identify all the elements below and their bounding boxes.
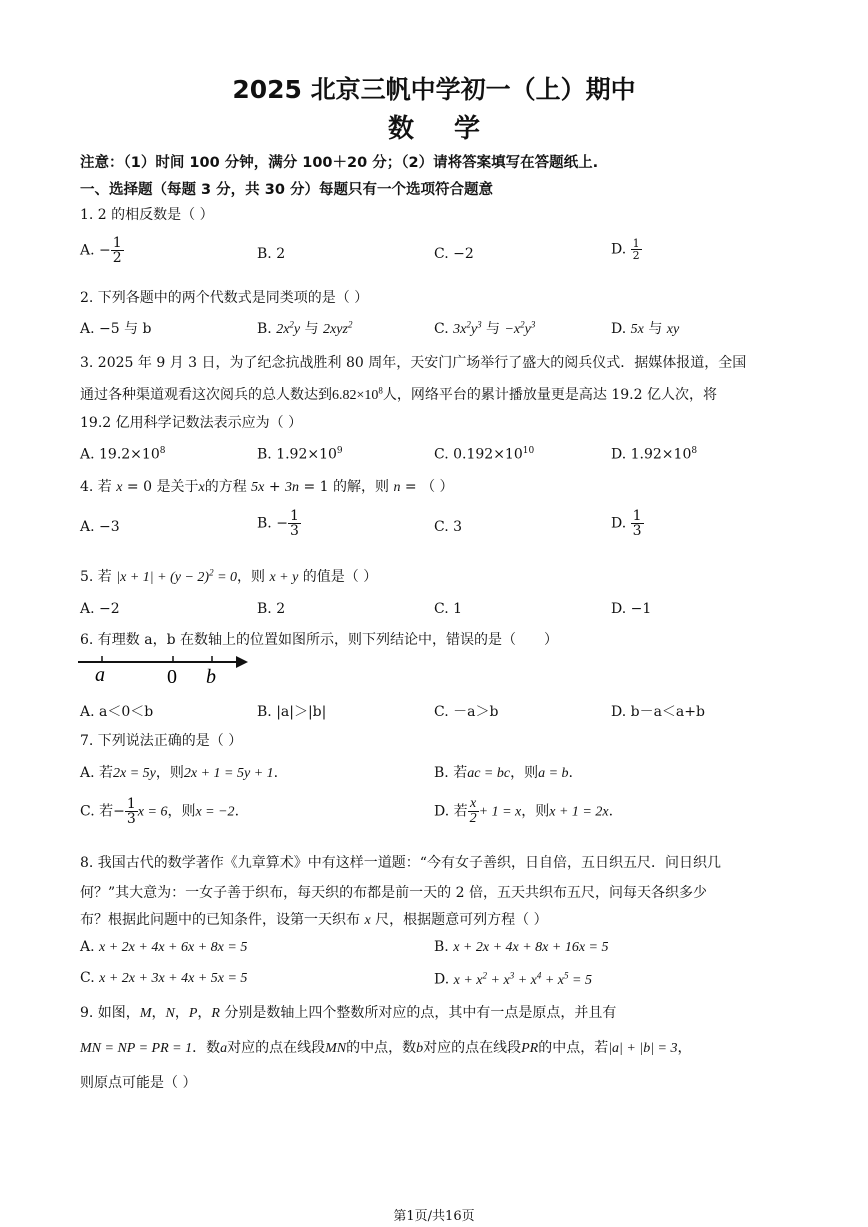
q1-option-d: D. $\frac{1}{2}$ [611, 237, 640, 262]
q5-option-d: D. −1 [611, 601, 652, 617]
q3-option-d: D. $1.92\times 10^8$ [611, 446, 698, 463]
q4-option-b: B. − $\frac{1}{3}$ [257, 508, 299, 539]
subject-title: 数学 [387, 114, 520, 144]
q1-option-c: C. −2 [434, 246, 474, 262]
q7-option-d: D. 若 $\frac{x}{2}$ + 1 = x，则x + 1 = 2x. [434, 796, 614, 826]
q2-option-c: C. $3x^2y^3$ 与 $-x^2y^3$ [434, 319, 536, 337]
q2-option-a: A. −5 与 b [80, 321, 152, 337]
q2-option-b: B. $2x^2y$ 与 2xyz$^2$ [257, 319, 353, 337]
q4-option-d: D. $\frac{1}{3}$ [611, 508, 642, 539]
page-footer: 第1页/共16页 [393, 1209, 475, 1224]
q1-option-a: A. − $\frac{1}{2}$ [80, 235, 122, 266]
q5-option-c: C. 1 [434, 601, 463, 617]
question-9-line-2: MN = NP = PR = 1．数a对应的点在线段MN的中点，数b对应的点在线段PR的中点，若|a| + |b| = 3， [80, 1040, 692, 1056]
question-9-line-1: 9. 如图，M，N，P，R 分别是数轴上四个整数所对应的点，其中有一点是原点，并且有 [80, 1005, 617, 1021]
q7-option-c: C. 若− $\frac{1}{3}$ x = 6，则x = −2. [80, 796, 240, 827]
question-3-line-1: 3. 2025 年 9 月 3 日，为了纪念抗战胜利 80 周年，天安门广场举行了盛大的阅兵仪式．据媒体报道，全国 [80, 355, 747, 371]
q7-option-b: B. 若ac = bc，则a = b. [434, 765, 573, 781]
q5-option-a: A. −2 [80, 601, 120, 617]
question-3-line-3: 19.2 亿用科学记数法表示应为（ ） [80, 415, 303, 431]
question-6-stem: 6. 有理数 a，b 在数轴上的位置如图所示，则下列结论中，错误的是（ ） [80, 632, 559, 648]
q8-option-c: C. x + 2x + 3x + 4x + 5x = 5 [80, 970, 248, 986]
question-9-line-3: 则原点可能是（ ） [80, 1075, 197, 1091]
exam-notice: 注意：（1）时间 100 分钟，满分 100＋20 分；（2）请将答案填写在答题纸上. [80, 155, 599, 171]
question-8-line-1: 8. 我国古代的数学著作《九章算术》中有这样一道题：“今有女子善织，日自倍，五日织五尺．问日织几 [80, 855, 721, 871]
page-title: 2025 北京三帆中学初一（上）期中 [232, 75, 636, 104]
question-4-stem: 4. 若 x = 0 是关于x的方程 5x + 3n = 1 的解，则 n = （ ） [80, 479, 454, 495]
q6-option-b: B. |a|＞|b| [257, 704, 327, 720]
question-8-line-2: 何？”其大意为：一女子善于织布，每天织的布都是前一天的 2 倍，五天共织布五尺，问每天各织多少 [80, 885, 707, 901]
q6-option-c: C. －a＞b [434, 704, 499, 720]
q1-option-b: B. 2 [257, 246, 286, 262]
label-zero: 0 [167, 666, 177, 688]
question-8-line-3: 布？根据此问题中的已知条件，设第一天织布 x 尺，根据题意可列方程（ ） [80, 912, 548, 928]
q6-option-d: D. b－a＜a+b [611, 704, 705, 720]
q4-option-a: A. −3 [80, 519, 120, 535]
section-heading: 一、选择题（每题 3 分，共 30 分）每题只有一个选项符合题意 [80, 182, 493, 198]
q3-option-c: C. $0.192\times 10^{10}$ [434, 446, 535, 463]
label-a: a [95, 664, 105, 686]
q8-option-b: B. x + 2x + 4x + 8x + 16x = 5 [434, 939, 609, 955]
number-line-figure [78, 652, 253, 692]
q7-option-a: A. 若2x = 5y，则2x + 1 = 5y + 1. [80, 765, 279, 781]
q5-option-b: B. 2 [257, 601, 286, 617]
question-7-stem: 7. 下列说法正确的是（ ） [80, 733, 243, 749]
question-5-stem: 5. 若 $|x + 1| + (y - 2)^2 = 0$，则 x + y 的值是（ ） [80, 567, 378, 585]
q8-option-a: A. x + 2x + 4x + 6x + 8x = 5 [80, 939, 248, 955]
question-2-stem: 2. 下列各题中的两个代数式是同类项的是（ ） [80, 290, 369, 306]
number-line-arrow [236, 656, 248, 668]
label-b: b [206, 666, 216, 688]
q8-option-d: D. $x + x^2 + x^3 + x^4 + x^5 = 5$ [434, 970, 592, 988]
q4-option-c: C. 3 [434, 519, 463, 535]
q3-option-a: A. $19.2\times 10^8$ [80, 446, 166, 463]
q2-option-d: D. 5x 与 xy [611, 321, 680, 337]
q6-option-a: A. a＜0＜b [80, 704, 154, 720]
question-1-stem: 1. 2 的相反数是（ ） [80, 207, 214, 223]
q3-option-b: B. $1.92\times 10^9$ [257, 446, 343, 463]
question-3-line-2: 通过各种渠道观看这次阅兵的总人数达到$6.82\times 10^8$人，网络平台的累计播放量更是高达 19.2 亿人次，将 [80, 385, 717, 403]
